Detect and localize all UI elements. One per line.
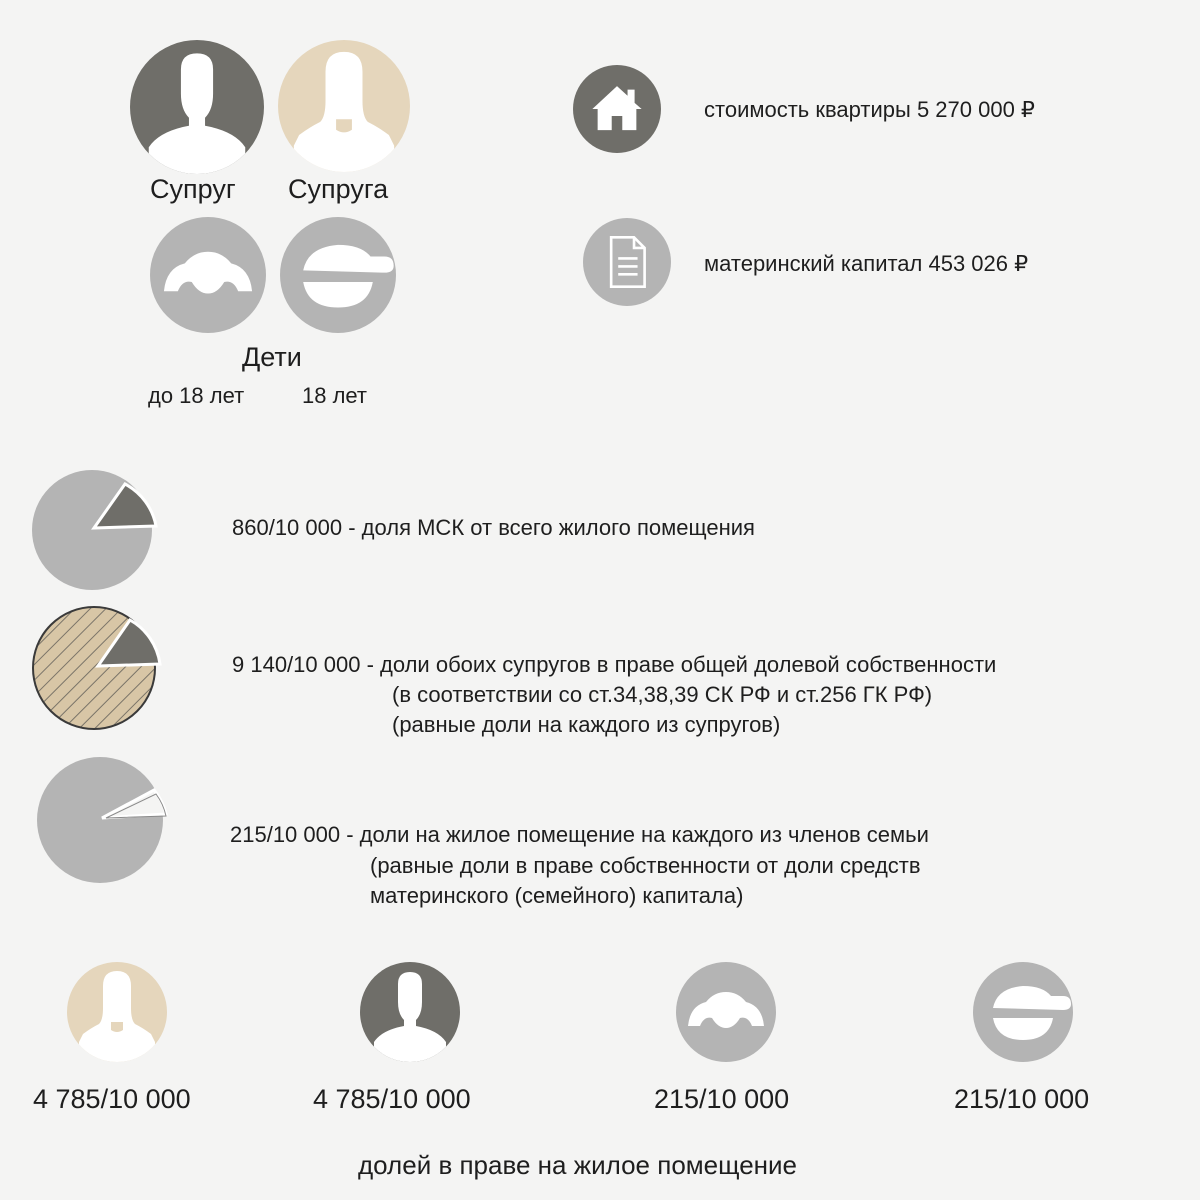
children-label: Дети [242,342,302,372]
result-caption: долей в праве на жилое помещение [358,1150,798,1180]
result-child-18-share: 215/10 000 [954,1084,1090,1114]
result-husband-share: 4 785/10 000 [313,1084,471,1114]
result-wife-share: 4 785/10 000 [33,1084,191,1114]
pie-member-base [37,757,163,883]
child-under18-label: до 18 лет [148,383,245,408]
child-under18-avatar [150,217,266,333]
share-member-note-2: материнского (семейного) капитала) [370,883,744,908]
wife-label: Супруга [288,174,389,204]
share-spouses-note-1: (в соответствии со ст.34,38,39 СК РФ и ст.256 ГК РФ) [392,682,933,707]
pie-member-share [34,756,174,886]
teen-icon [280,217,396,333]
document-icon [583,218,671,306]
man-icon [130,40,264,174]
house-icon [573,65,661,153]
teen-icon [973,962,1073,1062]
share-member-note-1: (равные доли в праве собственности от доли средств [370,853,921,878]
share-msk-text: 860/10 000 - доля МСК от всего жилого помещения [232,515,755,540]
woman-icon [67,962,167,1062]
result-wife-avatar [67,962,167,1062]
wife-avatar [278,40,410,172]
house-badge [573,65,661,153]
woman-icon [278,40,410,172]
pie-spouses-share [32,604,164,730]
share-spouses-text: 9 140/10 000 - доли обоих супругов в праве общей долевой собственности [232,652,997,677]
share-member-text: 215/10 000 - доли на жилое помещение на каждого из членов семьи [230,822,929,847]
man-icon [360,962,460,1062]
child-icon [150,217,266,333]
document-badge [583,218,671,306]
result-child-under18-avatar [676,962,776,1062]
child-18-label: 18 лет [302,383,368,408]
child-icon [676,962,776,1062]
husband-label: Супруг [150,174,236,204]
child-18-avatar [280,217,396,333]
share-spouses-note-2: (равные доли на каждого из супругов) [392,712,781,737]
pie-msk-share [30,468,160,592]
result-child-18-avatar [973,962,1073,1062]
maternity-capital: материнский капитал 453 026 ₽ [704,251,1029,276]
result-husband-avatar [360,962,460,1062]
husband-avatar [130,40,264,174]
flat-cost: стоимость квартиры 5 270 000 ₽ [704,97,1035,122]
result-child-under18-share: 215/10 000 [654,1084,790,1114]
